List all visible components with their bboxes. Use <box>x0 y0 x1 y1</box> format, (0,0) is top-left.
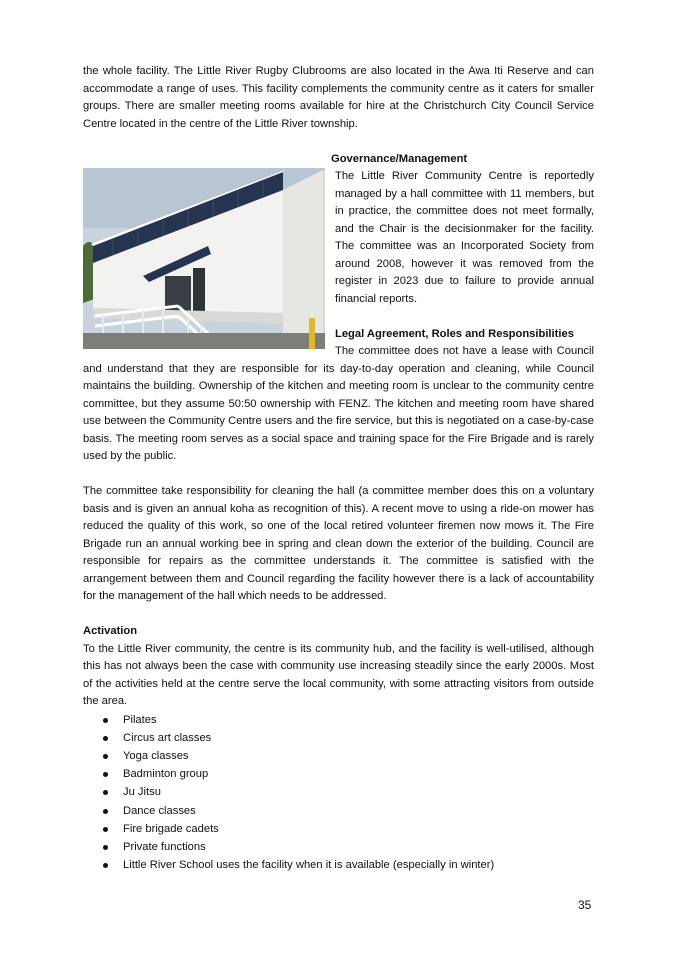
legal-paragraph-2: The committee take responsibility for cleaning the hall (a committee member does this on a voluntary basis and is given an annual koha as recognition of this). A recent move to using a ride-on mower has reduced the quality of this work, so one of the local retired volunteer firemen now mows it. The Fire Brigade run an annual working bee in spring and clean down the exterior of the building. Council are responsible for repairs as the committee understands it. The committee is satisfied with the arrangement between them and Council regarding the facility however there is a lack of accountability for the management of the hall which needs to be addressed. <box>83 485 594 602</box>
list-item: Private functions <box>83 838 594 856</box>
list-item: Ju Jitsu <box>83 783 594 801</box>
activation-heading: Activation <box>83 625 138 637</box>
legal-paragraph-1: The committee does not have a lease with Council and understand that they are responsible for its day-to-day operation and cleaning, while Council maintains the building. Ownership of the kitchen and meeting room is unclear to the community centre committee, but they assume 50:50 ownership with FENZ. The kitchen and meeting room have shared use between the Community Centre users and the fire service, but this is negotiated on a case-by-case basis. The meeting room serves as a social space and training space for the Fire Brigade and is rarely used by the public. <box>83 345 594 462</box>
list-item: Circus art classes <box>83 729 594 747</box>
list-item: Yoga classes <box>83 747 594 765</box>
list-item: Dance classes <box>83 802 594 820</box>
page-number: 35 <box>578 898 592 912</box>
governance-heading: Governance/Management <box>331 152 468 165</box>
legal-heading: Legal Agreement, Roles and Responsibilities <box>335 327 574 340</box>
governance-paragraph: The Little River Community Centre is reportedly managed by a hall committee with 11 members, but in practice, the committee does not meet formally, and the Chair is the decisionmaker for the facility. The committee was an Incorporated Society from around 2008, however it was removed from the register in 2023 due to failure to provide annual financial reports. <box>335 170 594 305</box>
community-centre-photo <box>83 168 325 349</box>
list-item: Badminton group <box>83 765 594 783</box>
activation-paragraph: To the Little River community, the centre is its community hub, and the facility is well-utilised, although this has not always been the case with community use increasing steadily since the early 2000s. Most of the activities held at the centre serve the local community, with some attracting visitors from outside the area. <box>83 642 594 707</box>
building-image <box>83 168 325 349</box>
document-page <box>83 63 594 874</box>
list-item: Little River School uses the facility when it is available (especially in winter) <box>83 856 594 874</box>
list-item: Fire brigade cadets <box>83 820 594 838</box>
intro-paragraph: the whole facility. The Little River Rugby Clubrooms are also located in the Awa Iti Reserve and can accommodate a range of uses. This facility complements the community centre as it caters for smaller groups. There are smaller meeting rooms available for hire at the Christchurch City Council Service Centre located in the centre of the Little River township. <box>83 65 594 130</box>
list-item: Pilates <box>83 711 594 729</box>
activities-list <box>83 711 594 875</box>
